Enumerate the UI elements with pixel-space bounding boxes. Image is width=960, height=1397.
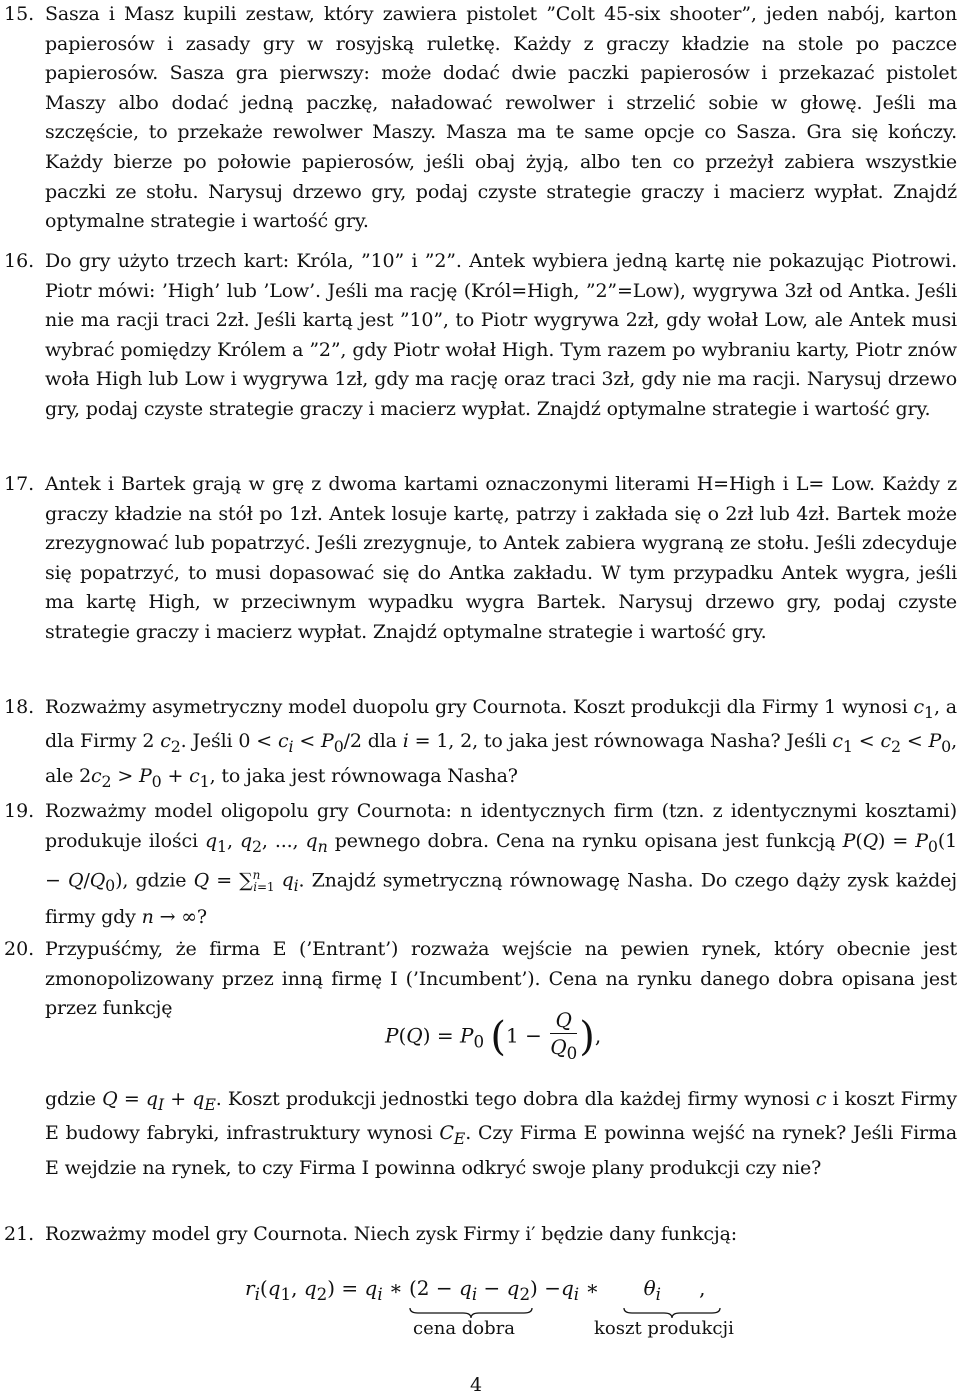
problem-text: Antek i Bartek grają w grę z dwoma kartami oznaczonymi literami H=High i L= Low. Każdy z graczy kładzie na stół po 1zł. Antek losuje kartę, patrzy i zakłada się o 2zł lub 4zł. Bartek może zrezygnować lub popatrzyć. Jeśli zrezygnuje, to Antek zabiera wygraną ze stołu. Jeśli zdecyduje się popatrzyć, to musi dopasować się do Antka zakładu. W tym przypadku Antek wygra, jeśli ma kartę High, w przeciwnym wypadku wygra Bartek. Narysuj drzewo gry, podaj czyste strategie graczy i macierz wypłat. Znajdź optymalne strategie i wartość gry.	[45, 473, 957, 643]
profit-equation: $r_i(q_1$, $q_2) = q_i$ ∗ $(2 - q_i - q_2) -q_i$ ∗ $\theta_i$ ,	[245, 1276, 706, 1304]
problem-text: Rozważmy model gry Cournota. Niech zysk Firmy i′ będzie dany funkcją:	[45, 1223, 738, 1245]
problem-text: Przypuśćmy, że firma E (’Entrant’) rozważa wejście na pewien rynek, który obecnie jest zmonopolizowany przez inną firmę I (’Incumbent’). Cena na rynku danego dobra opisana jest przez funkcję	[45, 938, 957, 1020]
label-price: cena dobra	[413, 1318, 515, 1339]
problem-number: 20.	[4, 938, 35, 960]
problem-number: 16.	[4, 250, 35, 272]
problem-number: 15.	[4, 3, 35, 25]
problem-text-continued: gdzie $Q = q_I + q_E$. Koszt produkcji jednostki tego dobra dla każdej firmy wynosi c i koszt Firmy E budowy fabryki, infrastruktury wynosi $C_E$. Czy Firma E powinna wejść na rynek? Jeśli Firma E wejdzie na rynek, to czy Firma I powinna odkryć swoje plany produkcji czy nie?	[45, 1088, 957, 1179]
problem-number: 17.	[4, 473, 35, 495]
problem-text: Sasza i Masz kupili zestaw, który zawiera pistolet ”Colt 45-six shooter”, jeden nabój, karton papierosów i zasady gry w rosyjską ruletkę. Każdy z graczy kładzie na stole po paczce papierosów. Sasza gra pierwszy: może dodać dwie paczki papierosów i przekazać pistolet Maszy albo dodać jedną paczkę, naładować rewolwer i strzelić sobie w głowę. Jeśli ma szczęście, to przekaże rewolwer Maszy. Masza ma te same opcje co Sasza. Gra się kończy. Każdy bierze po połowie papierosów, jeśli obaj żyją, albo ten co przeżył zabiera wszystkie paczki ze stołu. Narysuj drzewo gry, podaj czyste strategie graczy i macierz wypłat. Znajdź optymalne strategie i wartość gry.	[45, 3, 957, 233]
price-equation: $P(Q) = P_0$ (1 − $\frac{Q}{Q_0}$ ),	[385, 1008, 602, 1063]
problem-text: Rozważmy model oligopolu gry Cournota: n identycznych firm (tzn. z identycznymi kosztami) produkuje ilości $q_1$, $q_2$, ..., $q_n$ pewnego dobra. Cena na rynku opisana jest funkcją $P(Q) = P_0(1 - Q/Q_0)$, gdzie Q = ∑$^n_{i=1}$ $q_i$. Znajdź symetryczną równowagę Nasha. Do czego dąży zysk każdej firmy gdy n → ∞?	[45, 800, 958, 928]
problem-number: 21.	[4, 1223, 35, 1245]
problem-text: Rozważmy asymetryczny model duopolu gry Cournota. Koszt produkcji dla Firmy 1 wynosi $c_1$, a dla Firmy 2 $c_2$. Jeśli $0 < c_i < P_0/2$ dla i = 1, 2, to jaka jest równowaga Nasha? Jeśli $c_1 < c_2 < P_0$, ale $2c_2 > P_0 + c_1$, to jaka jest równowaga Nasha?	[45, 696, 957, 791]
page-number: 4	[470, 1374, 483, 1396]
problem-text: Do gry użyto trzech kart: Króla, ”10” i ”2”. Antek wybiera jedną kartę nie pokazując Piotrowi. Piotr mówi: ’High’ lub ’Low’. Jeśli ma rację (Król=High, ”2”=Low), wygrywa 3zł od Antka. Jeśli nie ma racji traci 2zł. Jeśli kartą jest ”10”, to Piotr wygrywa 2zł, gdy wołał Low, ale Antek musi wybrać pomiędzy Królem a ”2”, gdy Piotr wołał High. Tym razem po wybraniu karty, Piotr znów woła High lub Low i wygrywa 1zł, gdy ma rację oraz traci 3zł, gdy nie ma racji. Narysuj drzewo gry, podaj czyste strategie graczy i macierz wypłat. Znajdź optymalne strategie i wartość gry.	[45, 250, 957, 420]
problem-number: 19.	[4, 800, 35, 822]
problem-number: 18.	[4, 696, 35, 718]
label-cost: koszt produkcji	[594, 1318, 734, 1339]
